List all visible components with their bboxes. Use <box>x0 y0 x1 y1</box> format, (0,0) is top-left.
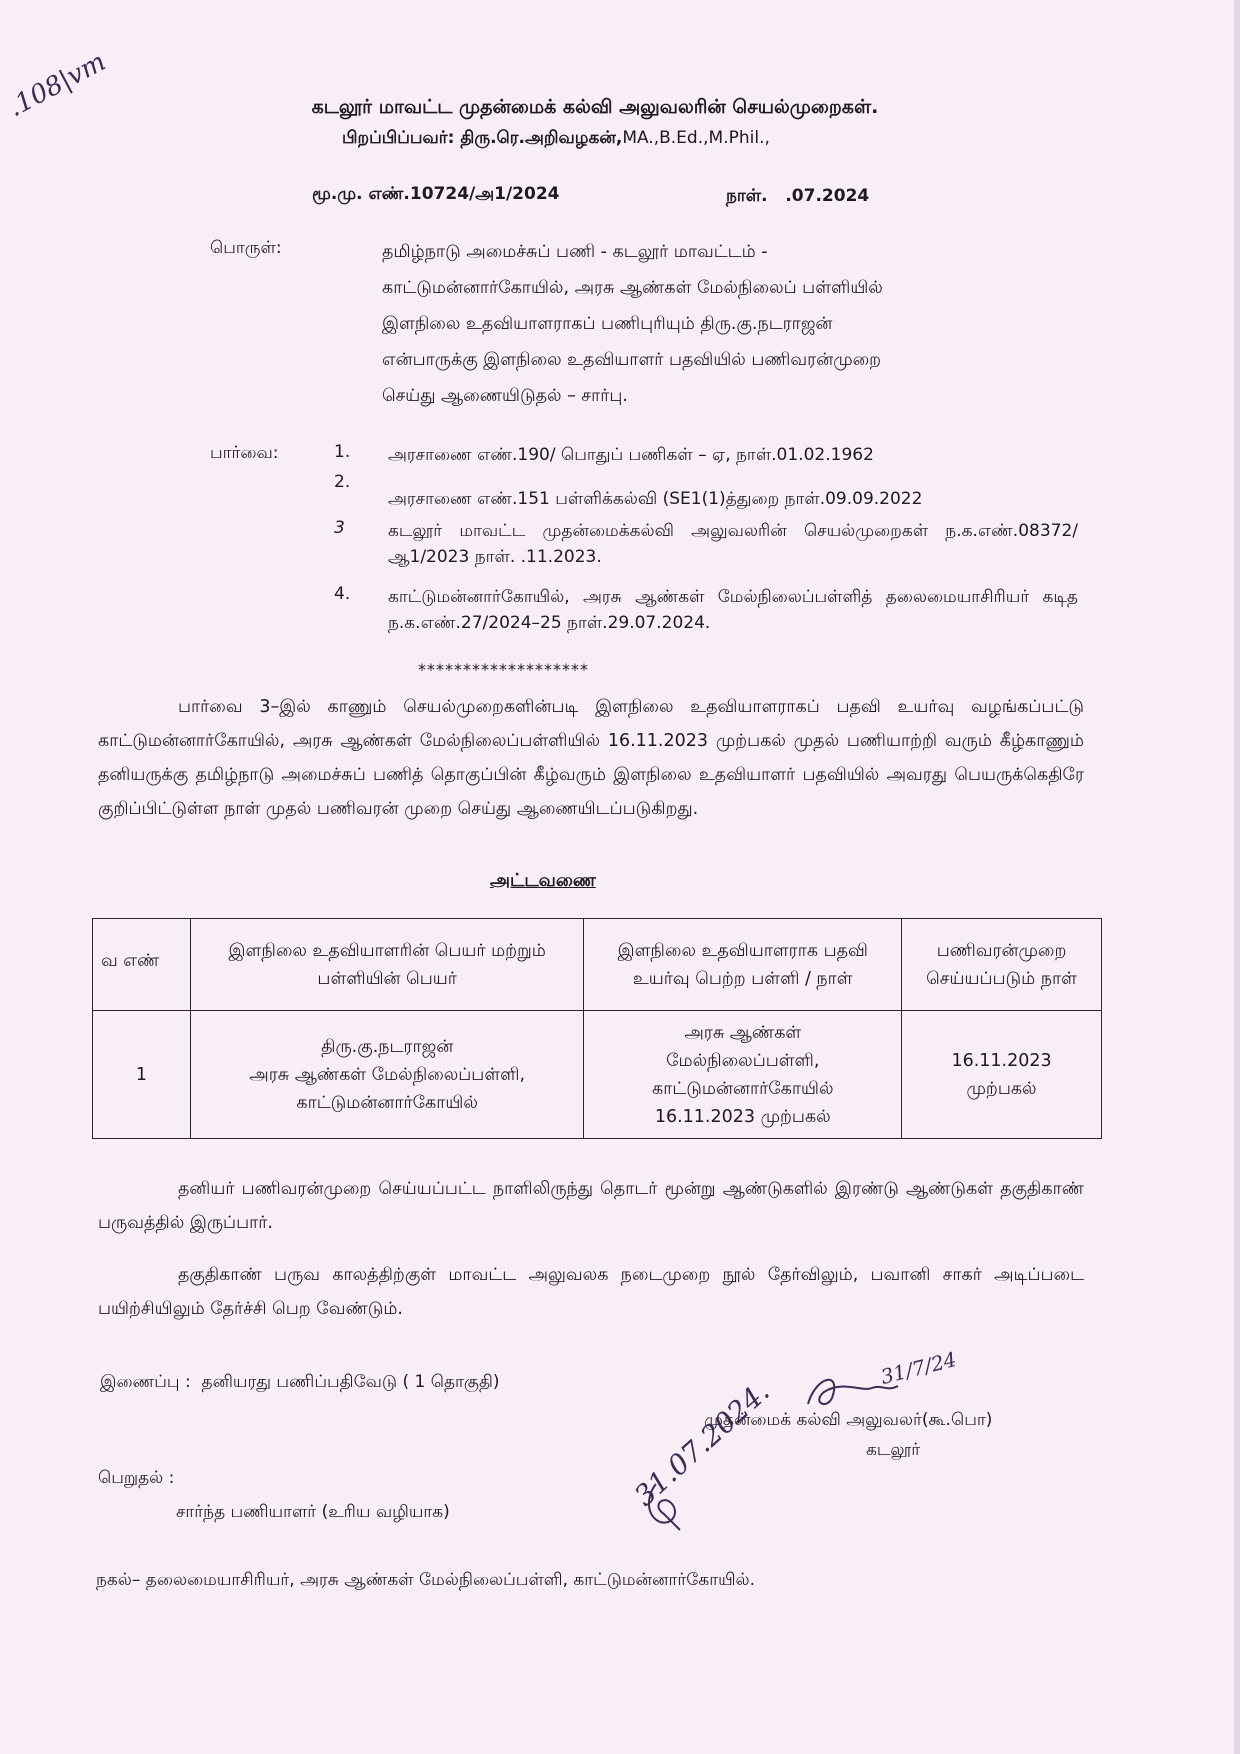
signatory-place: கடலூர் <box>866 1440 921 1460</box>
regularisation-table <box>92 918 1102 1139</box>
reference-text: காட்டுமன்னார்கோயில், அரசு ஆண்கள் மேல்நிலைப்பள்ளித் தலைமையாசிரியர் கடித ந.க.எண்.27/2024–25 நாள்.29.07.2024. <box>388 587 1078 633</box>
header-promotion-school-date: இளநிலை உதவியாளராக பதவி உயர்வு பெற்ற பள்ளி / நாள் <box>584 919 902 1011</box>
reference-number-label: 3 <box>334 518 345 538</box>
recipient-value: சார்ந்த பணியாளர் (உரிய வழியாக) <box>176 1502 450 1522</box>
order-paragraph <box>98 690 1084 826</box>
probation-paragraph-text: தனியர் பணிவரன்முறை செய்யப்பட்ட நாளிலிருந்து தொடர் மூன்று ஆண்டுகளில் இரண்டு ஆண்டுகள் தகுதிகாண் பருவத்தில் இருப்பார். <box>98 1179 1084 1233</box>
cell-name-school <box>190 1011 584 1139</box>
subject-text <box>382 234 1078 414</box>
cell-regularisation-date <box>902 1011 1102 1139</box>
reference-number: மூ.மு. எண்.10724/அ1/2024 <box>312 184 560 204</box>
issuer-name: பிறப்பிப்பவர்: திரு.ரெ.அறிவழகன், <box>342 128 623 148</box>
employee-name: திரு.கு.நடராஜன் <box>321 1036 454 1057</box>
signatory-designation: முதன்மைக் கல்வி அலுவலர்(கூ.பொ) <box>704 1410 993 1430</box>
receipt-date: 31.07.2024. <box>628 1374 776 1513</box>
reference-number-label: 1. <box>334 442 351 462</box>
order-paragraph-text: பார்வை 3–இல் காணும் செயல்முறைகளின்படி இளநிலை உதவியாளராகப் பதவி உயர்வு வழங்கப்பட்டு காட்டுமன்னார்கோயில், அரசு ஆண்கள் மேல்நிலைப்பள்ளியில் 16.11.2023 முற்பகல் முதல் பணியாற்றி வரும் கீழ்காணும் தனியருக்கு தமிழ்நாடு அமைச்சுப் பணித் தொகுப்பின் கீழ்வரும் இளநிலை உதவியாளர் பதவியில் அவரது பெயருக்கெதிரே குறிப்பிட்டுள்ள நாள் முதல் பணிவரன் முறை செய்து ஆணையிடப்படுகிறது. <box>98 697 1084 819</box>
separator-stars: ******************* <box>418 660 589 679</box>
probation-paragraph <box>98 1172 1084 1240</box>
cell-sno: 1 <box>93 1011 191 1139</box>
margin-handwritten-note: .108|vm <box>3 46 111 124</box>
reference-number-label: 2. <box>334 472 351 492</box>
references-label: பார்வை: <box>210 443 279 463</box>
recipient-label: பெறுதல் : <box>98 1468 175 1488</box>
header-sno: வ எண் <box>93 919 191 1011</box>
reference-date: நாள். .07.2024 <box>726 186 870 206</box>
exam-paragraph-text: தகுதிகாண் பருவ காலத்திற்குள் மாவட்ட அலுவலக நடைமுறை நூல் தேர்விலும், பவானி சாகர் அடிப்படை பயிற்சியிலும் தேர்ச்சி பெற வேண்டும். <box>98 1265 1084 1319</box>
reference-number-label: 4. <box>334 584 351 604</box>
reference-text: கடலூர் மாவட்ட முதன்மைக்கல்வி அலுவலரின் செயல்முறைகள் ந.க.எண்.08372/ஆ1/2023 நாள். .11.2023. <box>388 521 1078 567</box>
table-row <box>93 1011 1102 1139</box>
table-header-row <box>93 919 1102 1011</box>
reference-item <box>334 442 1078 470</box>
subject-line: காட்டுமன்னார்கோயில், அரசு ஆண்கள் மேல்நிலைப் பள்ளியில் <box>382 278 883 298</box>
header-regularisation-date: பணிவரன்முறை செய்யப்படும் நாள் <box>902 919 1102 1011</box>
copy-to-line: நகல்– தலைமையாசிரியர், அரசு ஆண்கள் மேல்நிலைப்பள்ளி, காட்டுமன்னார்கோயில். <box>96 1570 756 1590</box>
subject-line: தமிழ்நாடு அமைச்சுப் பணி - கடலூர் மாவட்டம் - <box>382 242 768 262</box>
reference-text: அரசாணை எண்.151 பள்ளிக்கல்வி (SE1(1)த்துறை நாள்.09.09.2022 <box>388 489 923 509</box>
subject-line: இளநிலை உதவியாளராகப் பணிபுரியும் திரு.கு.நடராஜன் <box>382 314 833 334</box>
regularisation-session: முற்பகல் <box>966 1078 1037 1099</box>
reference-item <box>334 584 1078 640</box>
regularisation-date: 16.11.2023 <box>951 1050 1052 1071</box>
subject-line: செய்து ஆணையிடுதல் – சார்பு. <box>382 386 628 406</box>
exam-paragraph <box>98 1258 1084 1326</box>
page-edge <box>1234 0 1240 1754</box>
subject-line: என்பாருக்கு இளநிலை உதவியாளர் பதவியில் பணிவரன்முறை <box>382 350 882 370</box>
header-name-school: இளநிலை உதவியாளரின் பெயர் மற்றும் பள்ளியின் பெயர் <box>190 919 584 1011</box>
enclosure-line: இணைப்பு : தனியரது பணிப்பதிவேடு ( 1 தொகுதி) <box>100 1372 500 1392</box>
employee-school-line: காட்டுமன்னார்கோயில் <box>296 1092 478 1113</box>
table-caption: அட்டவணை <box>490 870 596 891</box>
promotion-line: அரசு ஆண்கள் <box>684 1022 802 1043</box>
cell-promotion <box>584 1011 902 1139</box>
employee-school-line: அரசு ஆண்கள் மேல்நிலைப்பள்ளி, <box>249 1064 526 1085</box>
promotion-line: மேல்நிலைப்பள்ளி, <box>666 1050 820 1071</box>
promotion-line: காட்டுமன்னார்கோயில் <box>652 1078 834 1099</box>
issuer-line <box>342 128 770 150</box>
reference-item <box>334 518 1078 574</box>
document-title: கடலூர் மாவட்ட முதன்மைக் கல்வி அலுவலரின் செயல்முறைகள். <box>311 96 879 118</box>
subject-label: பொருள்: <box>210 238 282 258</box>
reference-text: அரசாணை எண்.190/ பொதுப் பணிகள் – ஏ, நாள்.01.02.1962 <box>388 445 874 465</box>
promotion-line: 16.11.2023 முற்பகல் <box>654 1106 831 1127</box>
signature-date: 31/7/24 <box>878 1347 959 1389</box>
issuer-degrees: MA.,B.Ed.,M.Phil., <box>622 128 770 148</box>
